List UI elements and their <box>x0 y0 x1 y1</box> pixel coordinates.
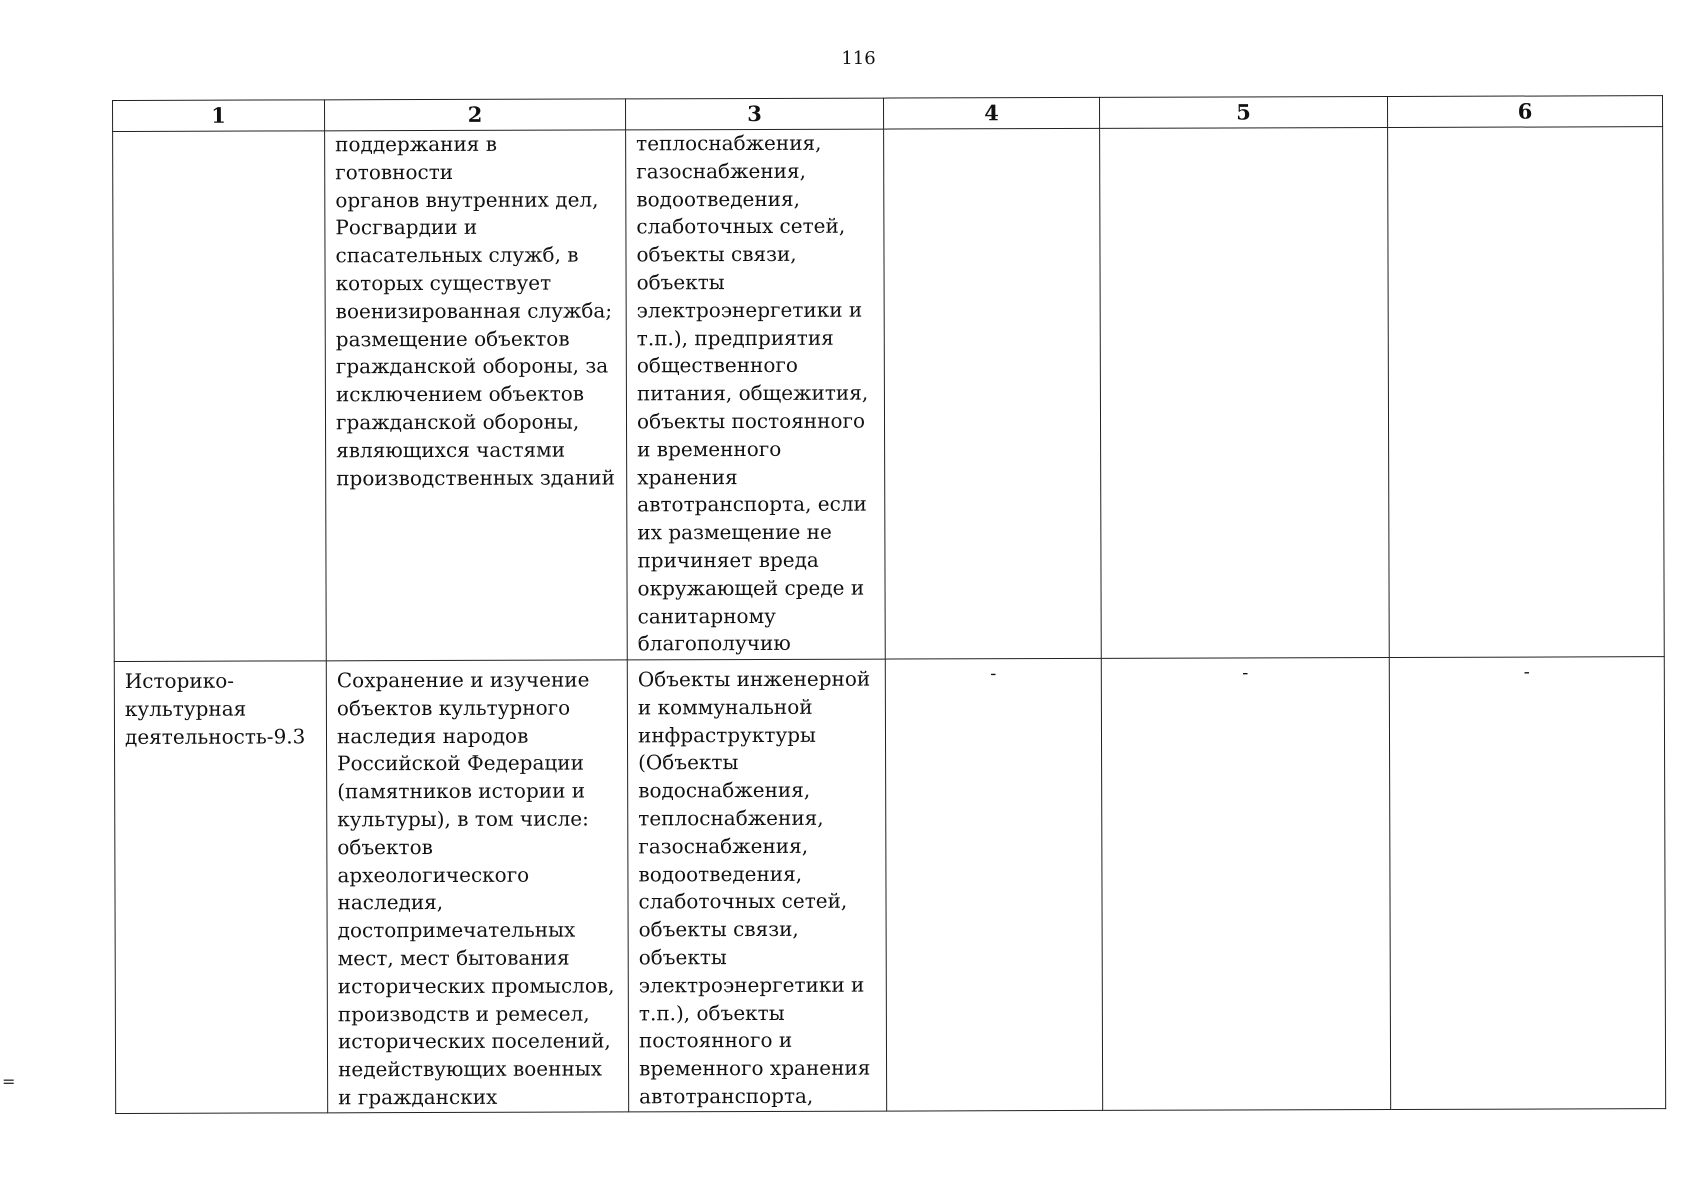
cell-text: Объекты инженерной и коммунальной инфраструктуры (Объекты водоснабжения, теплоснабжения, газоснабжения, водоотведения, слаботочных сетей, объекты связи, объекты электроэнергетики и т.п.), объекты постоянного и временного хранения автотранспорта, <box>637 666 871 1109</box>
margin-mark: = <box>2 1072 16 1091</box>
column-header-2: 2 <box>325 99 626 131</box>
table-cell <box>114 661 327 1113</box>
table-row <box>113 127 1665 662</box>
cell-text: поддержания в готовности органов внутренних дел, Росгвардии и спасательных служб, в которых существует военизированная служба; размещение объектов гражданской обороны, за исключением объектов гражданской обороны, являющихся частями производственных зданий <box>335 131 615 490</box>
cell-text <box>884 129 1099 130</box>
table-cell <box>884 128 1102 659</box>
table-cell <box>1100 127 1390 658</box>
column-header-6: 6 <box>1387 96 1662 128</box>
cell-dash: - <box>1523 661 1530 683</box>
land-use-table <box>112 95 1666 1114</box>
column-header-1: 1 <box>113 100 325 132</box>
table-cell <box>326 660 628 1113</box>
table-cell <box>627 659 886 1112</box>
page-number: 116 <box>841 48 876 69</box>
table-cell <box>626 129 886 660</box>
table-cell <box>1388 127 1665 658</box>
cell-dash: - <box>990 663 997 685</box>
table-cell <box>1389 657 1665 1110</box>
table-cell <box>113 131 327 662</box>
cell-text <box>113 131 324 132</box>
cell-text: Историко- культурная деятельность-9.3 <box>124 668 306 749</box>
cell-text: теплоснабжения, газоснабжения, водоотведения, слаботочных сетей, объекты связи, объекты электроэнергетики и т.п.), предприятия общественного питания, общежития, объекты постоянного и временного хранения автотранспорта, если их размещение не причиняет вреда окружающей среде и санитарному благополучию <box>636 130 869 656</box>
column-header-3: 3 <box>625 98 883 130</box>
cell-dash: - <box>1242 662 1249 684</box>
table-row <box>114 657 1665 1114</box>
cell-text: Сохранение и изучение объектов культурного наследия народов Российской Федерации (памятников истории и культуры), в том числе: объектов археологического наследия, достопримечательных мест, мест бытования исторических промыслов, производств и ремесел, исторических поселений, недействующих военных и гражданских <box>336 667 615 1110</box>
table-cell <box>885 658 1102 1110</box>
cell-text <box>1100 128 1387 129</box>
cell-text <box>1388 127 1662 128</box>
column-header-5: 5 <box>1099 96 1387 128</box>
table-cell <box>1101 657 1390 1110</box>
table-header-row <box>113 96 1663 132</box>
column-header-4: 4 <box>883 97 1099 129</box>
table-cell <box>325 130 628 661</box>
